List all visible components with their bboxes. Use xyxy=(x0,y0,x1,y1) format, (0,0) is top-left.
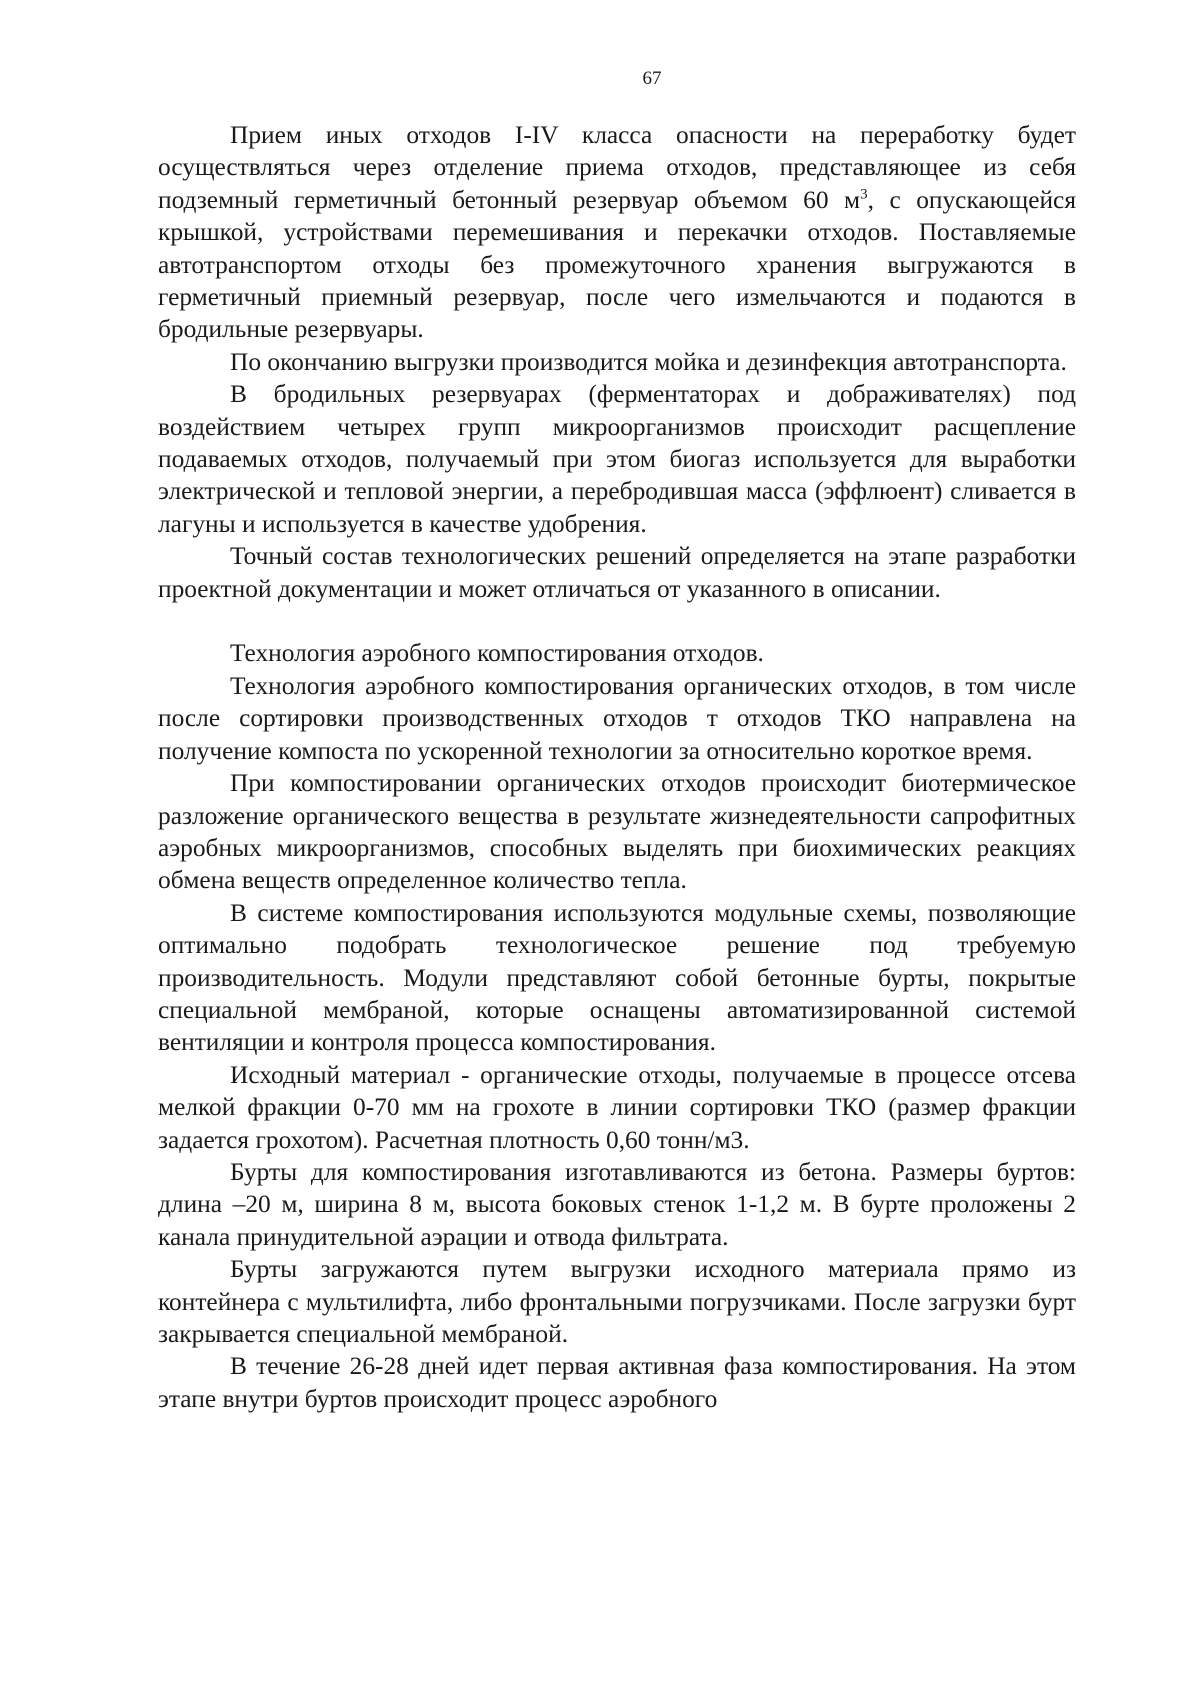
spacer xyxy=(158,605,1076,637)
paragraph-burt-dimensions: Бурты для компостирования изготавливаются из бетона. Размеры буртов: длина –20 м, ширина 8 м, высота боковых стенок 1-1,2 м. В бурте проложены 2 канала принудительной аэрации и отвода фильтрата. xyxy=(158,1157,1076,1251)
paragraph-decomposition: При компостировании органических отходов происходит биотермическое разложение органического вещества в результате жизнедеятельности сапрофитных аэробных микроорганизмов, способных выделять при биохимических реакциях обмена веществ определенное количество тепла. xyxy=(158,769,1076,895)
paragraph-modules: В системе компостирования используются модульные схемы, позволяющие оптимально подобрать технологическое решение под требуемую производительность. Модули представляют собой бетонные бурты, покрытые специальной мембраной, которые оснащены автоматизированной системой вентиляции и контроля процесса компостирования. xyxy=(158,898,1076,1057)
paragraph-loading: Бурты загружаются путем выгрузки исходного материала прямо из контейнера с мультилифта, либо фронтальными погрузчиками. После загрузки бурт закрывается специальной мембраной. xyxy=(158,1255,1076,1349)
paragraph-text: Прием иных отходов I-IV класса опасности на переработку будет осуществляться через отделение приема отходов, представляющее из себя подземный герметичный бетонный резервуар объемом 60 м xyxy=(158,121,1076,214)
document-body xyxy=(158,119,1076,1415)
paragraph-aerobic-tech: Технология аэробного компостирования органических отходов, в том числе после сортировки производственных отходов т отходов ТКО направлена на получение компоста по ускоренной технологии за относительно короткое время. xyxy=(158,671,1076,765)
paragraph-fermentation: В бродильных резервуарах (ферментаторах и дображивателях) под воздействием четырех групп микроорганизмов происходит расщепление подаваемых отходов, получаемый при этом биогаз используется для выработки электрической и тепловой энергии, а перебродившая масса (эффлюент) сливается в лагуны и используется в качестве удобрения. xyxy=(158,380,1076,538)
paragraph-washing: По окончанию выгрузки производится мойка и дезинфекция автотранспорта. xyxy=(230,347,1067,376)
page-number: 67 xyxy=(642,68,662,89)
superscript: 3 xyxy=(860,186,868,203)
section-heading: Технология аэробного компостирования отходов. xyxy=(230,639,764,668)
paragraph-text: , с опускающейся крышкой, устройствами перемешивания и перекачки отходов. Поставляемые автотранспортом отходы без промежуточного хранения выгружаются в герметичный приемный резервуар, после чего измельчаются и подаются в бродильные резервуары. xyxy=(158,185,1077,344)
paragraph-waste-reception xyxy=(158,119,1076,346)
paragraph-composition: Точный состав технологических решений определяется на этапе разработки проектной документации и может отличаться от указанного в описании. xyxy=(158,542,1076,603)
paragraph-source-material: Исходный материал - органические отходы, получаемые в процессе отсева мелкой фракции 0-70 мм на грохоте в линии сортировки ТКО (размер фракции задается грохотом). Расчетная плотность 0,60 тонн/м3. xyxy=(158,1060,1076,1154)
paragraph-active-phase: В течение 26-28 дней идет первая активная фаза компостирования. На этом этапе внутри буртов происходит процесс аэробного xyxy=(158,1352,1076,1413)
